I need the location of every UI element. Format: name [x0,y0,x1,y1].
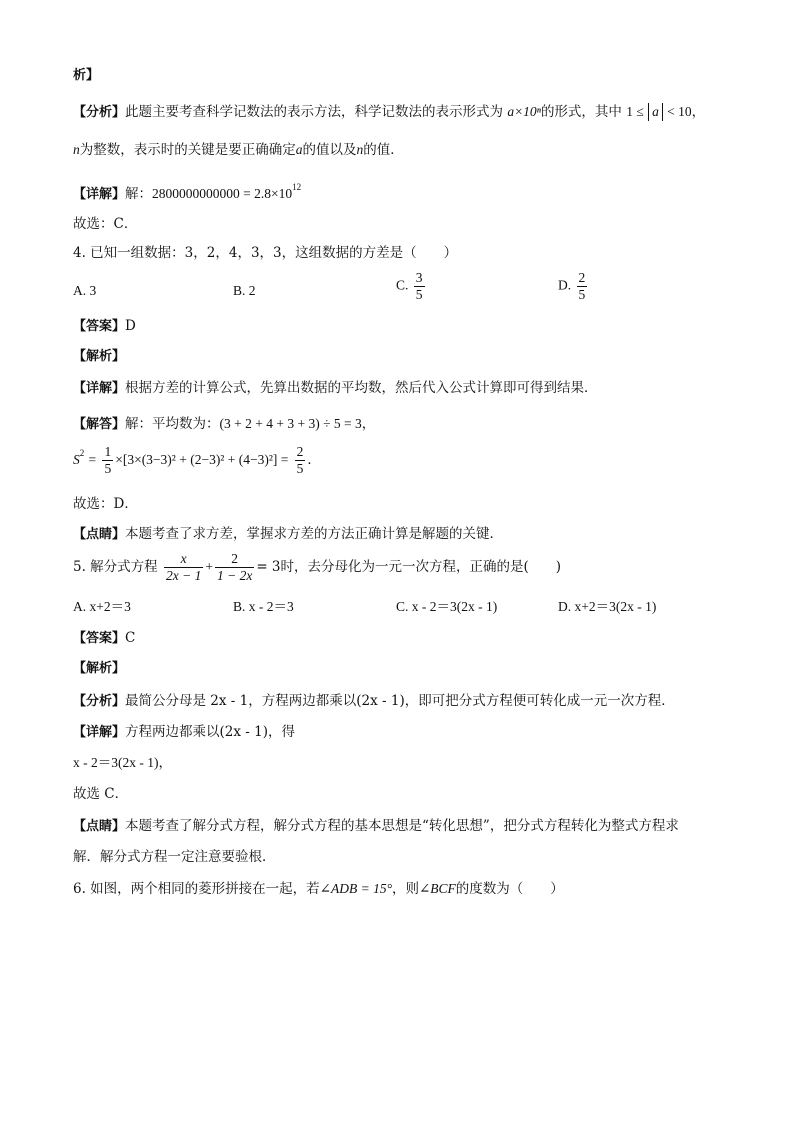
variance-body: ×[3×(3−3)² + (2−3)² + (4−3)²] = [115,452,289,467]
q5-option-b: B. x - 2＝3 [233,599,294,614]
one-fifth [102,444,113,477]
var-a: a [295,142,303,157]
detail-text: 方程两边都乘以(2x - 1)，得 [125,724,295,740]
question-5 [73,551,561,584]
analysis-text-5: 的值． [363,142,404,158]
period: ． [307,452,321,468]
denominator: 2x − 1 [165,568,202,583]
analysis-line-1 [73,102,705,123]
q5-choose: 故选 C． [73,786,129,802]
q6-stem: 6. 如图，两个相同的菱形拼接在一起，若 [73,881,320,897]
q4-detail [73,378,598,399]
answer-value: D [125,318,136,334]
q4-option-c-label: C. [396,277,409,293]
q4-solution [73,414,375,435]
comment-label: 【点睛】 [73,819,126,834]
variance-exponent: 2 [79,448,85,458]
question-6 [73,879,564,899]
q5-option-c: C. x - 2＝3(2x - 1) [396,599,498,614]
inequality-right: < 10 [667,104,692,119]
q4-option-a: A. 3 [73,283,97,298]
mean-formula: (3 + 2 + 4 + 3 + 3) ÷ 5 = 3， [219,416,376,431]
q5-analysis [73,691,675,712]
q4-answer [73,316,136,337]
q5-option-a: A. x+2＝3 [73,599,131,614]
abs-a: a [648,103,663,121]
detail-text: 解： [125,186,153,202]
variance-symbol: S [73,452,80,467]
answer-value: C [125,630,136,646]
q4-option-d [558,270,589,303]
solution-label: 【解答】 [73,417,126,432]
q4-option-b: B. 2 [233,283,256,298]
var-n-2: n [356,142,364,157]
answer-label: 【答案】 [73,631,126,646]
fraction-2 [215,551,254,584]
q5-answer [73,628,135,649]
q5-option-d: D. x+2＝3(2x - 1) [558,599,657,614]
detail-text: 根据方差的计算公式，先算出数据的平均数，然后代入公式计算即可得到结果． [125,380,598,396]
detail-label: 【详解】 [73,725,126,740]
q4-option-d-label: D. [558,277,572,293]
q5-explanation-label: 【解析】 [73,661,126,676]
q4-option-d-fraction [577,270,588,303]
choose-c: 故选：C． [73,216,138,232]
angle-bcf: ∠BCF [418,881,456,896]
detail-label: 【详解】 [73,381,126,396]
detail-math: 2800000000000 = 2.8×10 [152,186,293,201]
analysis-label: 【分析】 [73,105,126,120]
inequality-left: 1 ≤ [626,104,644,119]
q5-stem: 5. 解分式方程 [73,559,158,575]
plus: + [205,559,213,574]
comment-text: 本题考查了解分式方程，解分式方程的基本思想是“转化思想”，把分式方程转化为整式方程求 [125,818,679,834]
two-fifths [295,444,306,477]
q4-choose: 故选：D． [73,496,138,512]
numerator: 2 [215,551,254,568]
analysis-text-3: 为整数，表示时的关键是要正确确定 [79,142,296,158]
analysis-label: 【分析】 [73,694,126,709]
q4-option-c [396,270,427,303]
q5-detail [73,722,295,743]
denominator: 5 [104,461,112,476]
analysis-text: 最简公分母是 2x - 1，方程两边都乘以(2x - 1)，即可把分式方程便可转化成一元一次方程． [125,693,675,709]
q6-stem-3: 的度数为（ ） [455,881,564,897]
detail-label: 【详解】 [73,187,126,202]
solution-text: 解：平均数为： [125,416,220,432]
denominator: 5 [578,287,586,302]
numerator: 1 [104,444,112,459]
denominator: 5 [296,461,304,476]
detail-exponent: 12 [292,182,302,192]
angle-adb: ∠ADB = 15° [319,881,392,896]
q4-comment [73,524,503,545]
analysis-line-2 [73,140,404,160]
numerator: 2 [296,444,304,459]
q5-comment [73,816,679,837]
equals: = [88,452,97,467]
q5-comment-2: 解．解分式方程一定注意要验根． [73,849,276,865]
comma: ， [691,104,706,120]
q4-explanation-label: 【解析】 [73,349,126,364]
numerator: x [164,551,203,568]
denominator: 1 − 2x [216,568,253,583]
variance-formula [73,444,321,477]
detail-line [73,177,301,205]
comment-text: 本题考查了求方差，掌握求方差的方法正确计算是解题的关键． [125,526,504,542]
q6-stem-2: ，则 [391,881,419,897]
var-n: n [73,142,80,157]
denominator: 5 [415,287,423,302]
q5-equation: x - 2＝3(2x - 1)， [73,755,172,770]
analysis-text: 此题主要考查科学记数法的表示方法，科学记数法的表示形式为 [125,104,504,120]
q5-stem-2: = 3时，去分母化为一元一次方程，正确的是( ) [256,559,562,575]
comment-label: 【点睛】 [73,527,126,542]
numerator: 3 [415,270,423,285]
answer-label: 【答案】 [73,319,126,334]
sci-notation: a×10ⁿ [507,104,541,119]
numerator: 2 [578,270,586,285]
fraction-x [164,551,203,584]
q4-option-c-fraction [414,270,425,303]
section-fragment: 析】 [73,68,100,83]
analysis-text-4: 的值以及 [302,142,357,158]
question-4: 4. 已知一组数据：3，2，4，3，3，这组数据的方差是（ ） [73,245,458,261]
analysis-text-2: 的形式，其中 [540,104,622,120]
